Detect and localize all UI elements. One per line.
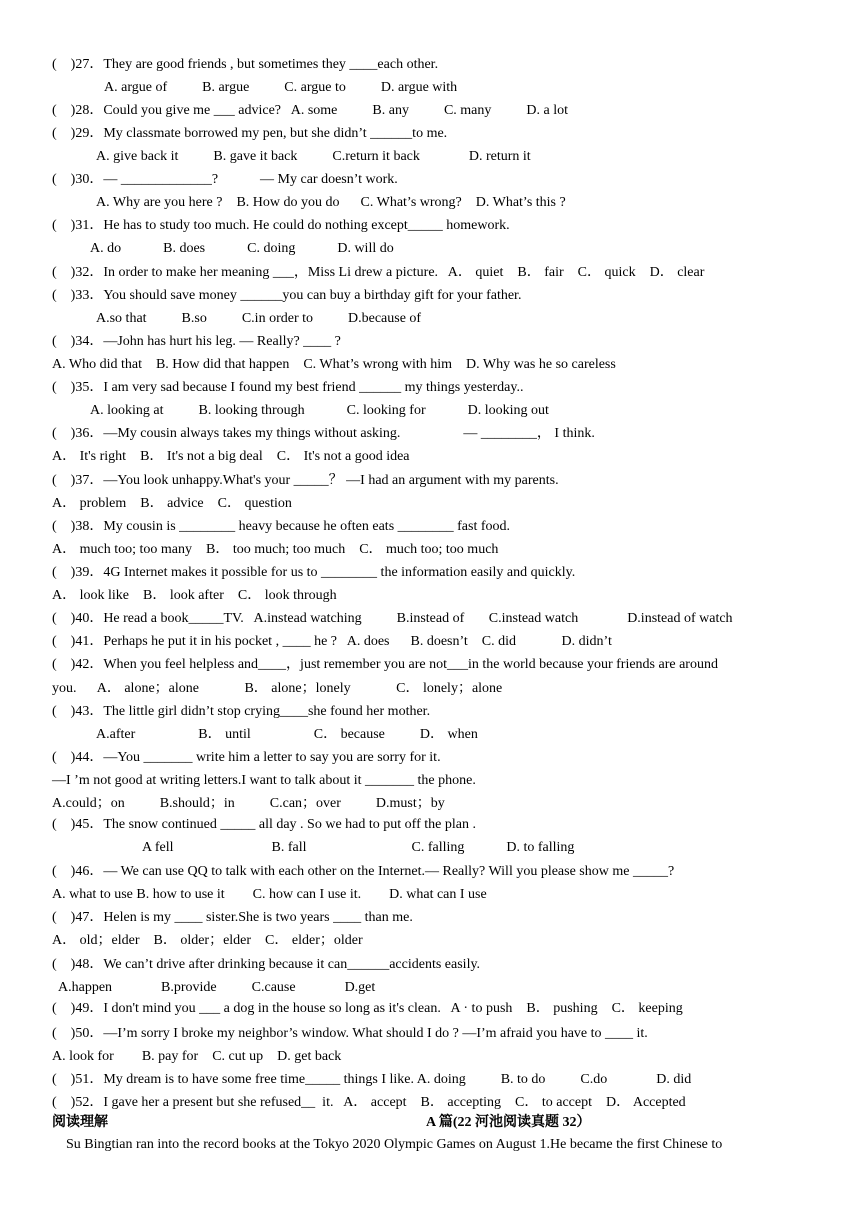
options-36: A． It's right B． It's not a big deal C． It's not a good idea	[52, 449, 410, 464]
question-39: ( )39．4G Internet makes it possible for us to ________ the information easily and quickly.	[52, 565, 576, 580]
options-50: A. look for B. pay for C. cut up D. get back	[52, 1049, 342, 1064]
question-29: ( )29．My classmate borrowed my pen, but she didn’t ______to me.	[52, 126, 448, 141]
options-48: A.happen B.provide C.cause D.get	[58, 980, 376, 995]
question-44-line-2: —I ’m not good at writing letters.I want to talk about it _______ the phone.	[52, 773, 476, 788]
options-38: A． much too; too many B． too much; too much C． much too; too much	[52, 542, 499, 557]
question-34: ( )34．—John has hurt his leg. — Really? ____ ?	[52, 334, 341, 349]
question-27: ( )27．They are good friends , but sometimes they ____each other.	[52, 57, 439, 72]
question-44: ( )44．—You _______ write him a letter to say you are sorry for it.	[52, 750, 441, 765]
question-41: ( )41．Perhaps he put it in his pocket , ____ he ? A. does B. doesn’t C. did D. didn’t	[52, 634, 612, 649]
question-47: ( )47．Helen is my ____ sister.She is two years ____ than me.	[52, 910, 413, 925]
options-43: A.after B． until C． because D． when	[96, 727, 478, 742]
question-52: ( )52．I gave her a present but she refused__ it. A． accept B． accepting C． to accept D． Accepted	[52, 1095, 686, 1110]
question-42: ( )42．When you feel helpless and____，just remember you are not___in the world because your friends are around	[52, 657, 718, 672]
question-45: ( )45．The snow continued _____ all day . So we had to put off the plan .	[52, 817, 476, 832]
options-42: you. A． alone；alone B． alone；lonely C． lonely；alone	[52, 681, 503, 696]
question-28: ( )28．Could you give me ___ advice? A. some B. any C. many D. a lot	[52, 103, 568, 118]
options-30: A. Why are you here ? B. How do you do C. What’s wrong? D. What’s this ?	[96, 195, 566, 210]
options-46: A. what to use B. how to use it C. how can I use it. D. what can I use	[52, 887, 487, 902]
reading-passage-title: A 篇(22 河池阅读真题 32）	[426, 1115, 591, 1130]
question-33: ( )33．You should save money ______you can buy a birthday gift for your father.	[52, 288, 522, 303]
question-48: ( )48．We can’t drive after drinking because it can______accidents easily.	[52, 957, 481, 972]
question-43: ( )43．The little girl didn’t stop crying____she found her mother.	[52, 704, 431, 719]
question-38: ( )38．My cousin is ________ heavy because he often eats ________ fast food.	[52, 519, 511, 534]
question-49: ( )49．I don't mind you ___ a dog in the house so long as it's clean. A · to push B． pushing C． keeping	[52, 1001, 683, 1016]
reading-section-label: 阅读理解	[52, 1115, 108, 1130]
options-31: A. do B. does C. doing D. will do	[90, 241, 394, 256]
options-27: A. argue of B. argue C. argue to D. argue with	[104, 80, 458, 95]
question-36: ( )36．—My cousin always takes my things without asking. — ________， I think.	[52, 426, 595, 441]
options-47: A． old；elder B． older；elder C． elder；older	[52, 933, 363, 948]
options-45: A fell B. fall C. falling D. to falling	[142, 840, 575, 855]
options-39: A． look like B． look after C． look through	[52, 588, 337, 603]
question-46: ( )46．— We can use QQ to talk with each other on the Internet.— Really? Will you please show me _____?	[52, 864, 675, 879]
question-37: ( )37．—You look unhappy.What's your _____？ —I had an argument with my parents.	[52, 473, 559, 488]
options-29: A. give back it B. gave it back C.return it back D. return it	[96, 149, 531, 164]
question-35: ( )35．I am very sad because I found my best friend ______ my things yesterday..	[52, 380, 524, 395]
question-31: ( )31．He has to study too much. He could do nothing except_____ homework.	[52, 218, 510, 233]
question-30: ( )30．— _____________? — My car doesn’t work.	[52, 172, 398, 187]
options-34: A. Who did that B. How did that happen C. What’s wrong with him D. Why was he so careless	[52, 357, 616, 372]
options-44: A.could；on B.should；in C.can；over D.must；by	[52, 796, 445, 811]
options-35: A. looking at B. looking through C. looking for D. looking out	[90, 403, 549, 418]
question-40: ( )40．He read a book_____TV. A.instead watching B.instead of C.instead watch D.instead of watch	[52, 611, 733, 626]
options-37: A． problem B． advice C． question	[52, 496, 292, 511]
options-33: A.so that B.so C.in order to D.because of	[96, 311, 422, 326]
question-51: ( )51．My dream is to have some free time_____ things I like. A. doing B. to do C.do D. did	[52, 1072, 692, 1087]
question-50: ( )50．—I’m sorry I broke my neighbor’s window. What should I do ? —I’m afraid you have to ____ it.	[52, 1026, 648, 1041]
reading-passage-text: Su Bingtian ran into the record books at the Tokyo 2020 Olympic Games on August 1.He became the first Chinese to	[66, 1137, 723, 1152]
question-32: ( )32．In order to make her meaning ___，Miss Li drew a picture. A． quiet B． fair C． quick D． clear	[52, 265, 705, 280]
